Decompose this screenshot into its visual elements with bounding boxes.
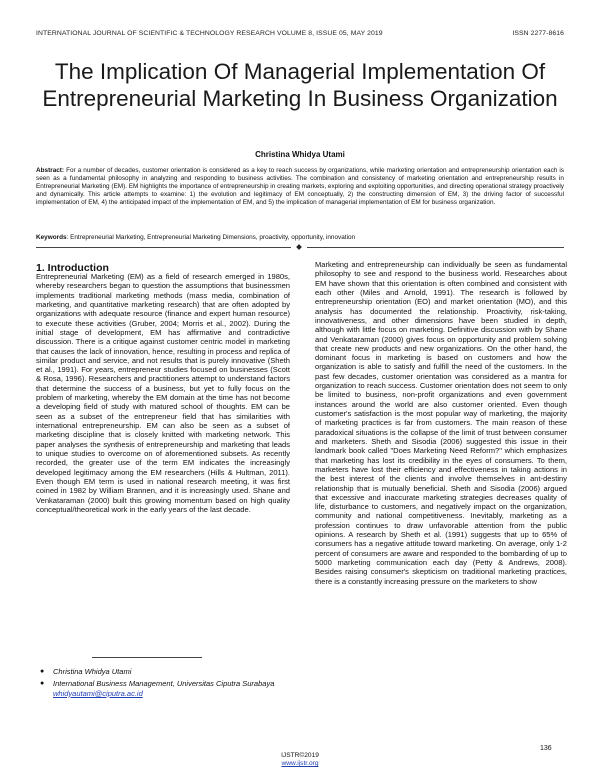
divider-line-right: [307, 247, 564, 248]
journal-header: INTERNATIONAL JOURNAL OF SCIENTIFIC & TECHNOLOGY RESEARCH VOLUME 8, ISSUE 05, MAY 2019: [36, 30, 383, 37]
author-name: Christina Whidya Utami: [255, 150, 345, 159]
diamond-icon: [296, 244, 302, 250]
footer: [0, 752, 600, 768]
section-heading: 1. Introduction: [36, 262, 109, 274]
footnotes: [40, 667, 290, 701]
abstract-text: For a number of decades, customer orientation is considered as a key to reach success by organizations, while marketing orientation and entrepreneurship orientation each is seen as a fundamental philosophy in analyzing and responding to business activities. The combination and consistency of marketing orientation and entrepreneurship results in Entrepreneurial Marketing (EM). EM highlights the importance of entrepreneurship in creating markets, exploring and exploiting opportunities, and directing operational strategy proactively and dynamically. This article attempts to examine: 1) the evolution and legitimacy of EM conceptually, 2) the constructing dimension of EM, 3) the driving factor of successful implementation of EM, 4) the anticipated impact of the implementation of EM, and 5) the implication of managerial implementation of EM for business organization.: [36, 167, 564, 207]
issn-label: ISSN 2277-8616: [512, 30, 564, 37]
keywords: [36, 234, 564, 242]
body-column-left: Entrepreneurial Marketing (EM) as a field of research emerged in 1980s, whereby researchers began to question the assumptions that businessmen implements traditional marketing methods (mass media, combination of marketing, and quantitative marketing research) that are often adopted by organizations with adequate resource (finance and expert human resource) to execute these activities (Gruber, 2004; Morris et al., 2002). During the initial stage of development, EM has affirmative and contradictive discussion. There is a critique against customer centric model in marketing that causes the lack of innovation, hence, resulting in process and replica of similar product and service, and not results that is purely innovative (Sheth et al., 1991). For years, entrepreneur studies focused on businesses (Scott & Rosa, 1996). Researchers and practitioners attempt to understand factors that determine the success of a business, but yet to fully focus on the problem of marketing, whereby the EM domain at the time has not become a developing field of study with matured school of thoughts. EM can be seen as a subset of the entrepreneur field that has similarities with international entrepreneurship. EM can also be seen as a subset of marketing discipline that is closely knitted with marketing network. This paper analyses the synthesis of entrepreneurship and marketing that leads to unique studies to overcome on of aforementioned subsets. As recently recorded, the greater use of the term EM indicates the increasingly developed legitimacy among the EM researchers (Hills & Hultman, 2011). Even though EM term is used in national research meeting, it was first coined in 1982 by William Brannen, and it is increasingly used. Shane and Venkataraman (2000) built this growing momentum based on high quality conceptual/theoretical work in the early years of the last decade.: [36, 272, 290, 514]
keywords-text: : Entrepreneurial Marketing, Entrepreneurial Marketing Dimensions, proactivity, opportunity, innovation: [66, 234, 356, 241]
author-email-link[interactable]: whidyautami@ciputra.ac.id: [53, 688, 143, 698]
abstract: [36, 167, 564, 207]
keywords-label: Keywords: [36, 234, 67, 241]
footnote-affiliation: [40, 679, 290, 698]
footnote-author: [40, 667, 290, 676]
bullet-icon: ●: [40, 680, 45, 688]
page-number: 136: [540, 745, 552, 752]
journal-url-link[interactable]: www.ijstr.org: [281, 760, 319, 767]
bullet-icon: ●: [40, 668, 45, 675]
abstract-label: Abstract:: [36, 167, 65, 174]
divider-line-left: [36, 247, 291, 248]
footnote-rule: [92, 657, 202, 658]
section-divider: [36, 245, 564, 251]
footnote-author-name: Christina Whidya Utami: [53, 667, 132, 676]
footnote-affiliation-text: International Business Management, Universitas Ciputra Surabaya: [53, 679, 275, 689]
copyright-text: IJSTR©2019: [281, 752, 319, 759]
body-column-right: Marketing and entrepreneurship can individually be seen as fundamental philosophy to see and respond to the business world. Researches about EM have shown that this orientation is often combined and consistent with each other (Miles and Arnold, 1991). The research is followed by entrepreneurship orientation (EO) and market orientation (MO), and this analysis has documented the relationship. Proactivity, risk-taking, innovativeness, and other dimensions have been studied in depth, although with little focus on marketing. Definitive discussion with by Shane and Venkataraman (2000) gives focus on opportunity and problem solving that create new products and new organizations. On the other hand, the dominant focus in marketing is based on customers and how the organization is able to satisfy and fulfill the need of the customers. In the past few decades, customer orientation was considered as a mantra for organization to reach success. Customer orientation does not seem to only be limited to business, non-profit organizations and even government instances around the world are also customer oriented. Even though customer's satisfaction is the most popular way of marketing, the majority of marketing practices is far from customers. The main reason of these paradoxical situations is the collapse of the limit of trust between consumer and marketers. Sheth and Sisodia (2006) suggested this issue in their landmark book called "Does Marketing Need Reform?" which emphasizes that marketing has lost its credibility in the eyes of consumers. To them, marketers have lost their efficiency and effectiveness in taking actions in the best interest of the clients and involve themselves in ant-destiny relationship that is mutually beneficial. Sheth and Sisodia (2006) argued that excessive and inaccurate marketing strategies decreases quality of life, disturbance to customers, and negatively impact on the organization, community and national competitiveness. Inevitably, marketing as a profession continues to draw unfavorable attention from the public opinions. A research by Sheth et al. (1991) suggests that up to 65% of consumers has a negative attitude toward marketing. On average, only 1-2 percent of consumers are aware and responded to the bombarding of up to 5000 marketing communication each day (Petty & Andrews, 2008). Besides raising consumer's skepticism on traditional marketing practices, there is a constantly increasing pressure on the marketers to show: [315, 260, 567, 586]
paper-title: The Implication Of Managerial Implementation Of Entrepreneurial Marketing In Business Organization: [42, 59, 558, 111]
